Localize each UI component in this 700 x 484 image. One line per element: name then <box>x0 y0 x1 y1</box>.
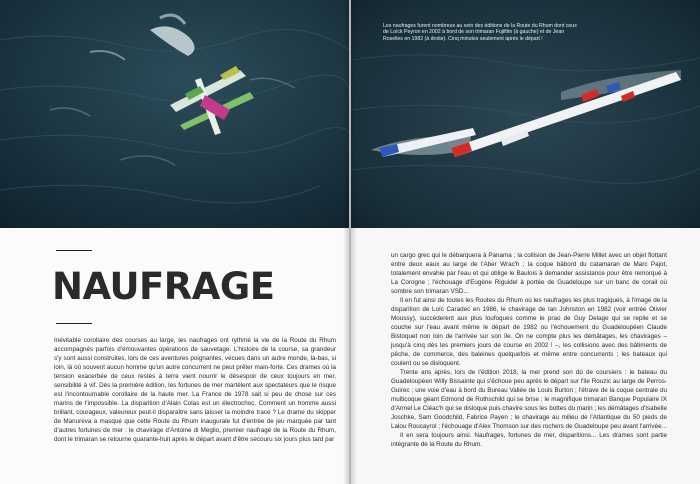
paragraph: Il en sera toujours ainsi. Naufrages, fortunes de mer, disparitions... Les drames sont partie intégrante de la Route du Rhum. <box>391 432 667 448</box>
sea-photo-left <box>0 0 349 228</box>
paragraph: Trente ans après, lors de l'édition 2018, la mer prend son dû de coursiers : le bateau du Guadeloupéen Willy Bissainte qui s'échoue peu après le départ sur l'île Rouzic au large de Perros-Guirec ; une voie d'eau à bord du Bureau Vallée de Louis Burton ; l'étrave de la coque centrale du multicoque géant Edmond de Rothschild qui se brise ; le magnifique trimaran Banque Populaire IX d'Armel Le Cléac'h qui se disloque puis chavire sous les bottes du marin ; les démâtages d'Isabelle Joschke, Sam Goodchild, Fabrice Payen ; le chavirage au milieu de l'Atlantique du 50 pieds de Lalou Roucayrol ; l'échouage d'Alex Thomson sur des rochers de Guadeloupe peu avant l'arrivée... <box>391 369 667 430</box>
title-rule-top <box>56 250 92 251</box>
title-rule-bottom <box>56 323 92 324</box>
capsized-trimaran-photo <box>0 0 349 228</box>
paragraph: Il en fut ainsi de toutes les Routes du Rhum où les naufrages les plus tragiques, à l'image de la disparition de Loïc Caradec en 1986, le chavirage de Ian Johnston en 1982 (voir entrée Olivier Moussy), succèderent aux plus loufoques comme le prao de Guy Delage qui se replie et se couche sur l'eau avant même le départ de 1982 ou l'échouement du Guadeloupéen Claude Bistoquet non loin de l'arrivée sur son île. On ne compte plus les démâtages, les chavirages – jusqu'à cinq dès les premiers jours de course en 2002 ! –, les collisions avec des bâtiments de pêche, de commerce, des baleines quelquefois et même entre concurrents ; les bateaux qui coulent ou se disloquent. <box>391 297 667 367</box>
photo-caption: Les naufrages furent nombreux au sein des éditions de la Route du Rhum dont ceux de Loïck Peyron en 2002 à bord de son trimaran Fujifilm (à gauche) et de Jean Roselles en 1982 (à droite). Cinq minutes seulement après le départ ! <box>383 23 577 42</box>
left-page <box>0 0 349 484</box>
right-body-text <box>391 251 667 449</box>
page-title: NAUFRAGE <box>52 265 275 308</box>
left-body-text: Inévitable corollaire des courses au large, les naufrages ont rythmé la vie de la Route du Rhum accompagnés parfois d'émouvantes opérations de sauvetage. L'histoire de la course, sa grandeur s'y sont aussi construites, lors de ces aventures poignantes, vécues dans un autre monde, là-bas, si loin, là où souvent aucun homme qu'un autre concurrent ne peut prêter main-forte. Ces drames où la tension exacerbée de ceux restés à terre vient nourrir le désespoir de ceux toujours en mer, sensibilité à vif. Dès la première édition, les fortunes de mer martèlent aux spectateurs que le risque est l'incontournable corollaire de la haute mer. La France de 1978 sait si peu de chose sur ces marins de l'impossible. La disparition d'Alain Colas est un électrochoc. Comment un homme aussi brillant, courageux, valeureux peut-il disparaître sans laisser la moindre trace ? Le drame du skipper de Manureva a masqué que cette Route du Rhum inaugurale fut d'entrée de jeu marquée par tant d'autres fortunes de mer : le chavirage d'Antoine di Meglio, premier naufragé de la Route du Rhum, dont le trimaran se retourne quarante-huit après le départ avant d'être secouru six jours plus tard par <box>54 337 336 443</box>
right-page <box>351 0 700 484</box>
paragraph: un cargo grec qui le débarquera à Panama ; la collision de Jean-Pierre Millet avec un objet flottant entre deux eaux au large de l'Aber Wrac'h ; la coque bâbord du catamaran de Marc Pajot, totalement envahie par l'eau et qui oblige le Baulois à demander assistance pour être remorqué à La Corogne ; l'échouage d'Eugène Riguidel à portée de Guadeloupe sur un banc de corail où sombre son trimaran VSD... <box>391 252 667 295</box>
